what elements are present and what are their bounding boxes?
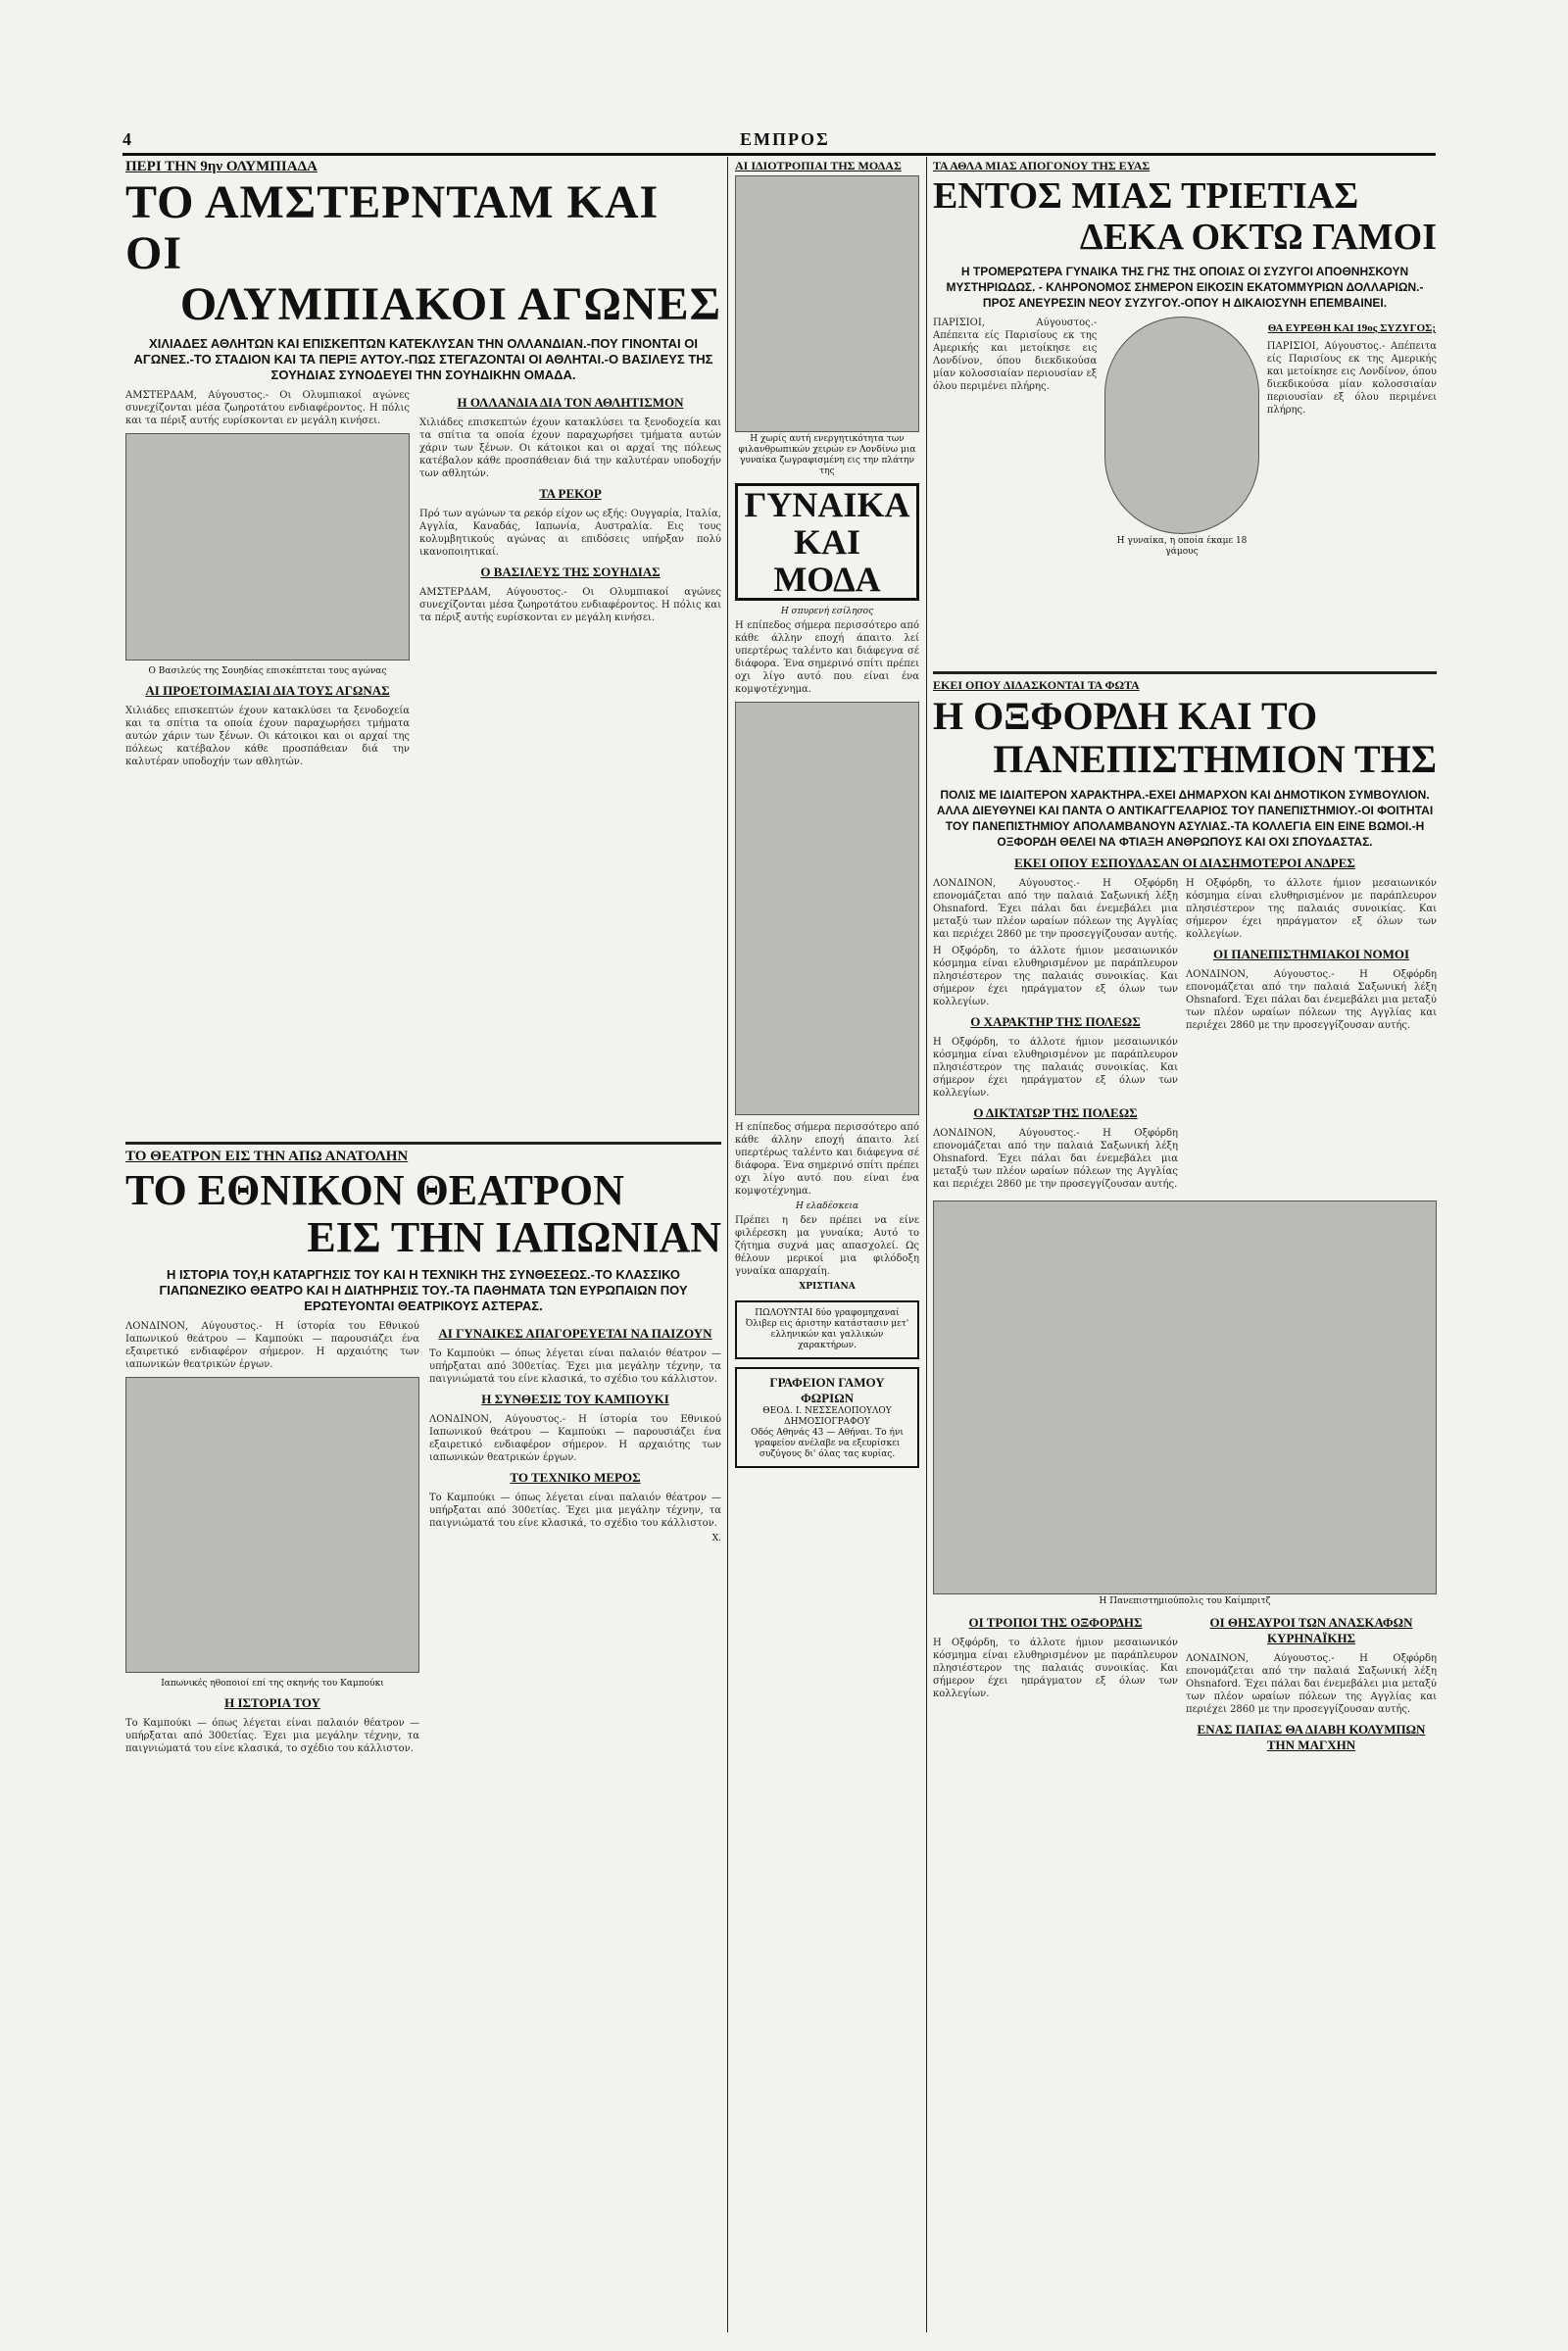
- theatre-kicker: ΤΟ ΘΕΑΤΡΟΝ ΕΙΣ ΤΗΝ ΑΠΩ ΑΝΑΤΟΛΗΝ: [125, 1149, 409, 1164]
- oxford-body-5: ΛΟΝΔΙΝΟΝ, Αύγουστος.- Η Οξφόρδη επονομάζεται από την παλαιά Σαξωνική λέξη Ohsnaford. Έχει πάλαι δαι ένεμεβάλει μια μεταξύ των πλέον ωραίων πόλεων της Αγγλίας και περιέχει 2860 με την προσεγγίζουσαν αυτής.: [1186, 969, 1437, 1031]
- theatre-headline-1: ΤΟ ΕΘΝΙΚΟΝ ΘΕΑΤΡΟΝ: [125, 1166, 624, 1214]
- olympics-sub-1: Η ΟΛΛΑΝΔΙΑ ΔΙΑ ΤΟΝ ΑΘΛΗΤΙΣΜΟΝ: [457, 395, 684, 410]
- olympics-headline-1: ΤΟ ΑΜΣΤΕΡΝΤΑΜ ΚΑΙ ΟΙ: [125, 176, 660, 279]
- olympics-headline-2: ΟΛΥΜΠΙΑΚΟΙ ΑΓΩΝΕΣ: [179, 278, 721, 330]
- olympics-photo-caption: Ο Βασιλεύς της Σουηδίας επισκέπτεται τους αγώνας: [148, 666, 387, 676]
- theatre-dateline: ΛΟΝΔΙΝΟΝ, Αύγουστος.- Η ίστορία του Εθνικού Ιαπωνικού θεάτρου — Καμπούκι — παρουσιάζει ένα εξαιρετικό ενδιαφέρον σήμερον. Η αρχαιότης των ιαπωνικών θεατρικών έργων.: [125, 1321, 419, 1370]
- fashion-photo-caption: Η χωρίς αυτή ενεργητικότητα των φιλανθρωπικών χειρών εν Λονδίνω μια γυναίκα ζωγραφισμένη εις την πλάτην της: [738, 434, 916, 476]
- theatre-photo: [125, 1377, 419, 1673]
- marriages-photo: [1104, 317, 1258, 534]
- fashion-kicker: ΑΙ ΙΔΙΟΤΡΟΠΙΑΙ ΤΗΣ ΜΟΔΑΣ: [735, 159, 902, 172]
- fashion-photo: [735, 175, 919, 432]
- oxford-photo: [933, 1200, 1437, 1594]
- marriages-photo-caption: Η γυναίκα, η οποία έκαμε 18 γάμους: [1116, 536, 1248, 557]
- oxford-headline-2: ΠΑΝΕΠΙΣΤΗΜΙΟΝ ΤΗΣ: [993, 737, 1437, 781]
- theatre-body-2: Το Καμπούκι — όπως λέγεται είναι παλαιόν θέατρον — υπήρξαται από 300ετίας. Έχει μια μεγάλην τέχνην, τα παιγνιώματά του είνε κλασικά, το σχέδιο του κάλλιστον.: [429, 1348, 721, 1385]
- fashion-ad-2: [735, 1367, 919, 1468]
- olympics-body: Χιλιάδες επισκεπτών έχουν κατακλύσει τα ξενοδοχεία και τα σπίτια τα οποία έχουν παραχωρήσει τμήματα αυτών χάριν των ξένων. Οι κάτοικοι και οι αρχαί της πόλεως κατέβαλον κάθε προσπάθειαν διά την καλυτέραν υποδοχήν των αθλητών.: [125, 706, 410, 767]
- fashion-body-2: Η επίπεδος σήμερα περισσότερο από κάθε άλλην εποχή άπαιτο λεί υπερτέρως ταλέντο και διάφεγνα σέ διάφορα. Ένα σημερινό σπίτι πρέπει οχι λίγο αυτό που είναι ένα κομψοτέχνημα.: [735, 1122, 919, 1197]
- fashion-headline: ΓΥΝΑΙΚΑ ΚΑΙ ΜΟΔΑ: [735, 483, 919, 601]
- olympics-deck: ΧΙΛΙΑΔΕΣ ΑΘΛΗΤΩΝ ΚΑΙ ΕΠΙΣΚΕΠΤΩΝ ΚΑΤΕΚΛΥΣΑΝ ΤΗΝ ΟΛΛΑΝΔΙΑΝ.-ΠΟΥ ΓΙΝΟΝΤΑΙ ΟΙ ΑΓΩΝΕΣ.-ΤΟ ΣΤΑΔΙΟΝ ΚΑΙ ΤΑ ΠΕΡΙΞ ΑΥΤΟΥ.-ΠΩΣ ΣΤΕΓΑΖΟΝΤΑΙ ΟΙ ΑΘΛΗΤΑΙ.-Ο ΒΑΣΙΛΕΥΣ ΤΗΣ ΣΟΥΗΔΙΑΣ ΣΥΝΟΔΕΥΕΙ ΤΗΝ ΣΟΥΗΔΙΚΗΝ ΟΜΑΔΑ.: [133, 336, 713, 382]
- oxford-kicker: ΕΚΕΙ ΟΠΟΥ ΔΙΔΑΣΚΟΝΤΑΙ ΤΑ ΦΩΤΑ: [933, 678, 1140, 692]
- theatre-photo-caption: Ιαπωνικές ηθοποιοί επί της σκηνής του Καμπούκι: [161, 1679, 384, 1689]
- oxford-body-3: ΛΟΝΔΙΝΟΝ, Αύγουστος.- Η Οξφόρδη επονομάζεται από την παλαιά Σαξωνική λέξη Ohsnaford. Έχει πάλαι δαι ένεμεβάλει μια μεταξύ των πλέον ωραίων πόλεων της Αγγλίας και περιέχει 2860 με την προσεγγίζουσαν αυτής.: [933, 1128, 1178, 1190]
- olympics-body-2: Χιλιάδες επισκεπτών έχουν κατακλύσει τα ξενοδοχεία και τα σπίτια τα οποία έχουν παραχωρήσει τμήματα αυτών χάριν των ξένων. Οι κάτοικοι και οι αρχαί της πόλεως κατέβαλον κάθε προσπάθειαν διά την καλυτέραν υποδοχήν των αθλητών.: [419, 417, 721, 479]
- column-rule: [727, 157, 728, 2332]
- theatre-body-4: Το Καμπούκι — όπως λέγεται είναι παλαιόν θέατρον — υπήρξαται από 300ετίας. Έχει μια μεγάλην τέχνην, τα παιγνιώματά του είνε κλασικά, το σχέδιο του κάλλιστον.: [429, 1493, 721, 1529]
- marriages-deck: Η ΤΡΟΜΕΡΩΤΕΡΑ ΓΥΝΑΙΚΑ ΤΗΣ ΓΗΣ ΤΗΣ ΟΠΟΙΑΣ ΟΙ ΣΥΖΥΓΟΙ ΑΠΟΘΝΗΣΚΟΥΝ ΜΥΣΤΗΡΙΩΔΩΣ. - ΚΛΗΡΟΝΟΜΟΣ ΣΗΜΕΡΟΝ ΕΙΚΟΣΙΝ ΕΚΑΤΟΜΜΥΡΙΩΝ ΔΟΛΛΑΡΙΩΝ.-ΠΡΟΣ ΑΝΕΥΡΕΣΙΝ ΝΕΟΥ ΣΥΖΥΓΟΥ.-ΟΠΟΥ Η ΔΙΚΑΙΟΣΥΝΗ ΕΠΕΜΒΑΙΝΕΙ.: [946, 265, 1424, 310]
- fashion-column: [735, 157, 919, 2313]
- fashion-body-3: Πρέπει η δεν πρέπει να είνε φιλέρεσκη μα γυναίκα; Αυτό το ζήτημα συχνά μας απασχολεί. Ως θέλουν μερικοί μια φιλόδοξη γυναίκα απαρχαίη.: [735, 1215, 919, 1277]
- page-header: [122, 129, 1436, 156]
- oxford-sub-7: ΕΝΑΣ ΠΑΠΑΣ ΘΑ ΔΙΑΒΗ ΚΟΛΥΜΠΩΝ ΤΗΝ ΜΑΓΧΗΝ: [1197, 1722, 1426, 1752]
- column-rule: [926, 157, 927, 2332]
- oxford-body-4: Η Οξφόρδη, το άλλοτε ήμιον μεσαιωνικόν κόσμημα είναι ελυθηρισμένον με παράπλευρον πλησιέστερον της παλαιάς συνοικίας. Και σήμερον έχει ηπράγματον εξ όλων των κολλεγίων.: [1186, 878, 1437, 940]
- marriages-sub: ΘΑ ΕΥΡΕΘΗ ΚΑΙ 19ος ΣΥΖΥΓΟΣ;: [1267, 322, 1437, 334]
- marriages-kicker: ΤΑ ΑΘΛΑ ΜΙΑΣ ΑΠΟΓΟΝΟΥ ΤΗΣ ΕΥΑΣ: [933, 159, 1151, 172]
- olympics-kicker: ΠΕΡΙ ΤΗΝ 9ην ΟΛΥΜΠΙΑΔΑ: [125, 159, 318, 174]
- section-rule: [125, 1142, 721, 1145]
- fashion-ad-1-text: ΠΩΛΟΥΝΤΑΙ δύο γραφομηχαναί Όλιβερ εις άριστην κατάστασιν μετ' ελληνικών και γαλλικών χαρακτήρων.: [745, 1308, 909, 1350]
- marriages-dateline: ΠΑΡΙΣΙΟΙ, Αύγουστος.- Απέπειτα είς Παρισίους εκ της Αμερικής και μετοίκησε εις Λονδίνον, όπου διεκδικούσα μίαν κολοσσιαίαν περιουσίαν εξ όλου περιμένει πλήρης.: [933, 318, 1098, 392]
- fashion-ad-2-addr: Οδός Αθηνάς 43 — Αθήναι. Το ήνι γραφείον ανέλαβε να εξευρίσκει συζύγους δι' όλας τας κυρίας.: [751, 1428, 904, 1459]
- olympics-sub-4: Ο ΒΑΣΙΛΕΥΣ ΤΗΣ ΣΟΥΗΔΙΑΣ: [480, 564, 661, 579]
- oxford-sub-3: Ο ΧΑΡΑΚΤΗΡ ΤΗΣ ΠΟΛΕΩΣ: [970, 1014, 1141, 1029]
- theatre-sub-1: ΑΙ ΓΥΝΑΙΚΕΣ ΑΠΑΓΟΡΕΥΕΤΑΙ ΝΑ ΠΑΙΖΟΥΝ: [438, 1326, 712, 1341]
- fashion-author: ΧΡΙΣΤΙΑΝΑ: [799, 1282, 856, 1292]
- fashion-body: Η επίπεδος σήμερα περισσότερο από κάθε άλλην εποχή άπαιτο λεί υπερτέρως ταλέντο και διάφεγνα σέ διάφορα. Ένα σημερινό σπίτι πρέπει οχι λίγο αυτό που είναι ένα κομψοτέχνημα.: [735, 620, 919, 695]
- oxford-photo-caption: Η Πανεπιστημιούπολις του Καίμπριτζ: [1099, 1596, 1271, 1606]
- newspaper-name: ΕΜΠΡΟΣ: [740, 129, 830, 149]
- olympics-photo: [125, 433, 410, 661]
- theatre-body-3: ΛΟΝΔΙΝΟΝ, Αύγουστος.- Η ίστορία του Εθνικού Ιαπωνικού θεάτρου — Καμπούκι — παρουσιάζει ένα εξαιρετικό ενδιαφέρον σήμερον. Η αρχαιότης των ιαπωνικών θεατρικών έργων.: [429, 1414, 721, 1463]
- fashion-ad-1: [735, 1300, 919, 1359]
- theatre-headline-2: ΕΙΣ ΤΗΝ ΙΑΠΩΝΙΑΝ: [307, 1213, 721, 1261]
- oxford-body-6: Η Οξφόρδη, το άλλοτε ήμιον μεσαιωνικόν κόσμημα είναι ελυθηρισμένον με παράπλευρον πλησιέστερον της παλαιάς συνοικίας. Και σήμερον έχει ηπράγματον εξ όλων των κολλεγίων.: [933, 1638, 1178, 1699]
- page-number: 4: [122, 129, 131, 149]
- oxford-sub-4: Ο ΔΙΚΤΑΤΩΡ ΤΗΣ ΠΟΛΕΩΣ: [973, 1105, 1138, 1120]
- fashion-ad-2-title: ΓΡΑΦΕΙΟΝ ΓΑΜΟΥ ΦΩΡΙΩΝ: [769, 1375, 885, 1405]
- theatre-article: [125, 1147, 721, 2323]
- oxford-deck: ΠΟΛΙΣ ΜΕ ΙΔΙΑΙΤΕΡΟΝ ΧΑΡΑΚΤΗΡΑ.-ΕΧΕΙ ΔΗΜΑΡΧΟΝ ΚΑΙ ΔΗΜΟΤΙΚΟΝ ΣΥΜΒΟΥΛΙΟΝ. ΑΛΛΑ ΔΙΕΥΘΥΝΕΙ ΚΑΙ ΠΑΝΤΑ Ο ΑΝΤΙΚΑΓΓΕΛΑΡΙΟΣ ΤΟΥ ΠΑΝΕΠΙΣΤΗΜΙΟΥ.-ΟΙ ΦΟΙΤΗΤΑΙ ΤΟΥ ΠΑΝΕΠΙΣΤΗΜΙΟΥ ΑΠΟΛΑΜΒΑΝΟΥΝ ΑΣΥΛΙΑΣ.-ΤΑ ΚΟΛΛΕΓΙΑ ΕΙΝ ΕΙΝΕ ΒΩΜΟΙ.-Η ΟΞΦΟΡΔΗ ΘΕΛΕΙ ΝΑ ΦΤΙΑΞΗ ΑΝΘΡΩΠΟΥΣ ΚΑΙ ΟΧΙ ΣΠΟΥΔΑΣΤΑΣ.: [936, 788, 1434, 849]
- marriages-article: [933, 157, 1437, 666]
- fashion-sub-2: Η ελαδέσκεια: [795, 1201, 859, 1211]
- oxford-sub-5: ΟΙ ΤΡΟΠΟΙ ΤΗΣ ΟΞΦΟΡΔΗΣ: [968, 1615, 1143, 1630]
- oxford-sub-1: ΕΚΕΙ ΟΠΟΥ ΕΣΠΟΥΔΑΣΑΝ ΟΙ ΔΙΑΣΗΜΟΤΕΡΟΙ ΑΝΔΡΕΣ: [1014, 856, 1355, 870]
- theatre-sub-2: Η ΣΥΝΘΕΣΙΣ ΤΟΥ ΚΑΜΠΟΥΚΙ: [481, 1392, 669, 1406]
- oxford-sub-6: ΟΙ ΘΗΣΑΥΡΟΙ ΤΩΝ ΑΝΑΣΚΑΦΩΝ ΚΥΡΗΝΑΪΚΗΣ: [1209, 1615, 1413, 1645]
- theatre-sub-4: ΤΟ ΤΕΧΝΙΚΟ ΜΕΡΟΣ: [510, 1470, 641, 1485]
- theatre-deck: Η ΙΣΤΟΡΙΑ ΤΟΥ,Η ΚΑΤΑΡΓΗΣΙΣ ΤΟΥ ΚΑΙ Η ΤΕΧΝΙΚΗ ΤΗΣ ΣΥΝΘΕΣΕΩΣ.-ΤΟ ΚΛΑΣΣΙΚΟ ΓΙΑΠΩΝΕΖΙΚΟ ΘΕΑΤΡΟ ΚΑΙ Η ΔΙΑΤΗΡΗΣΙΣ ΤΟΥ.-ΤΑ ΠΑΘΗΜΑΤΑ ΤΩΝ ΕΥΡΩΠΑΙΩΝ ΠΟΥ ΕΡΩΤΕΥΟΝΤΑΙ ΘΕΑΤΡΙΚΟΥΣ ΑΣΤΕΡΑΣ.: [159, 1267, 688, 1313]
- oxford-body: Η Οξφόρδη, το άλλοτε ήμιον μεσαιωνικόν κόσμημα είναι ελυθηρισμένον με παράπλευρον πλησιέστερον της παλαιάς συνοικίας. Και σήμερον έχει ηπράγματον εξ όλων των κολλεγίων.: [933, 946, 1178, 1007]
- section-rule: [933, 671, 1437, 674]
- marriages-body: ΠΑΡΙΣΙΟΙ, Αύγουστος.- Απέπειτα είς Παρισίους εκ της Αμερικής και μετοίκησε εις Λονδίνον, όπου διεκδικούσα μίαν κολοσσιαίαν περιουσίαν εξ όλου περιμένει πλήρης.: [1266, 341, 1437, 416]
- olympics-dateline: ΑΜΣΤΕΡΔΑΜ, Αύγουστος.- Οι Ολυμπιακοί αγώνες συνεχίζονται μέσα ζωηροτάτου ενδιαφέροντος. Η πόλις και τα πέριξ αυτής ευρίσκονται εν μεγάλη κινήσει.: [125, 390, 410, 426]
- oxford-body-2: Η Οξφόρδη, το άλλοτε ήμιον μεσαιωνικόν κόσμημα είναι ελυθηρισμένον με παράπλευρον πλησιέστερον της παλαιάς συνοικίας. Και σήμερον έχει ηπράγματον εξ όλων των κολλεγίων.: [933, 1037, 1178, 1099]
- oxford-headline-1: Η ΟΞΦΟΡΔΗ ΚΑΙ ΤΟ: [933, 694, 1318, 738]
- theatre-body: Το Καμπούκι — όπως λέγεται είναι παλαιόν θέατρον — υπήρξαται από 300ετίας. Έχει μια μεγάλην τέχνην, τα παιγνιώματά του είνε κλασικά, το σχέδιο του κάλλιστον.: [125, 1718, 419, 1754]
- theatre-sub-3: Η ΙΣΤΟΡΙΑ ΤΟΥ: [224, 1695, 320, 1710]
- oxford-article: [933, 676, 1437, 2323]
- oxford-body-7: ΛΟΝΔΙΝΟΝ, Αύγουστος.- Η Οξφόρδη επονομάζεται από την παλαιά Σαξωνική λέξη Ohsnaford. Έχει πάλαι δαι ένεμεβάλει μια μεταξύ των πλέον ωραίων πόλεων της Αγγλίας και περιέχει 2860 με την προσεγγίζουσαν αυτής.: [1186, 1653, 1437, 1715]
- olympics-king-text: ΑΜΣΤΕΡΔΑΜ, Αύγουστος.- Οι Ολυμπιακοί αγώνες συνεχίζονται μέσα ζωηροτάτου ενδιαφέροντος. Η πόλις και τα πέριξ αυτής ευρίσκονται εν μεγάλη κινήσει.: [419, 587, 721, 623]
- fashion-illustration: [735, 702, 919, 1115]
- oxford-dateline: ΛΟΝΔΙΝΟΝ, Αύγουστος.- Η Οξφόρδη επονομάζεται από την παλαιά Σαξωνική λέξη Ohsnaford. Έχει πάλαι δαι ένεμεβάλει μια μεταξύ των πλέον ωραίων πόλεων της Αγγλίας και περιέχει 2860 με την προσεγγίζουσαν αυτής.: [933, 878, 1178, 940]
- olympics-record-text: Πρό των αγώνων τα ρεκόρ είχον ως εξής: Ουγγαρία, Ιταλία, Αγγλία, Καναδάς, Ιαπωνία, Αυστραλία. Εις τους κολυμβητικούς αγώνας αι επιδόσεις υπήρξαν πολύ ικανοποιητικαί.: [419, 509, 721, 558]
- marriages-headline-2: ΔΕΚΑ ΟΚΤΩ ΓΑΜΟΙ: [1079, 217, 1437, 258]
- olympics-sub-2: ΤΑ ΡΕΚΟΡ: [539, 486, 602, 501]
- olympics-article: [125, 157, 721, 1137]
- oxford-sub-2: ΟΙ ΠΑΝΕΠΙΣΤΗΜΙΑΚΟΙ ΝΟΜΟΙ: [1212, 947, 1410, 961]
- theatre-signature: Χ.: [711, 1534, 721, 1543]
- marriages-headline-1: ΕΝΤΟΣ ΜΙΑΣ ΤΡΙΕΤΙΑΣ: [933, 175, 1359, 217]
- fashion-ad-2-sub: ΘΕΟΔ. Ι. ΝΕΣΣΕΛΟΠΟΥΛΟΥ ΔΗΜΟΣΙΟΓΡΑΦΟΥ: [762, 1406, 892, 1427]
- olympics-sub-3: ΑΙ ΠΡΟΕΤΟΙΜΑΣΙΑΙ ΔΙΑ ΤΟΥΣ ΑΓΩΝΑΣ: [145, 683, 390, 698]
- fashion-sub: Η σπυρενή εσίλησος: [780, 607, 874, 616]
